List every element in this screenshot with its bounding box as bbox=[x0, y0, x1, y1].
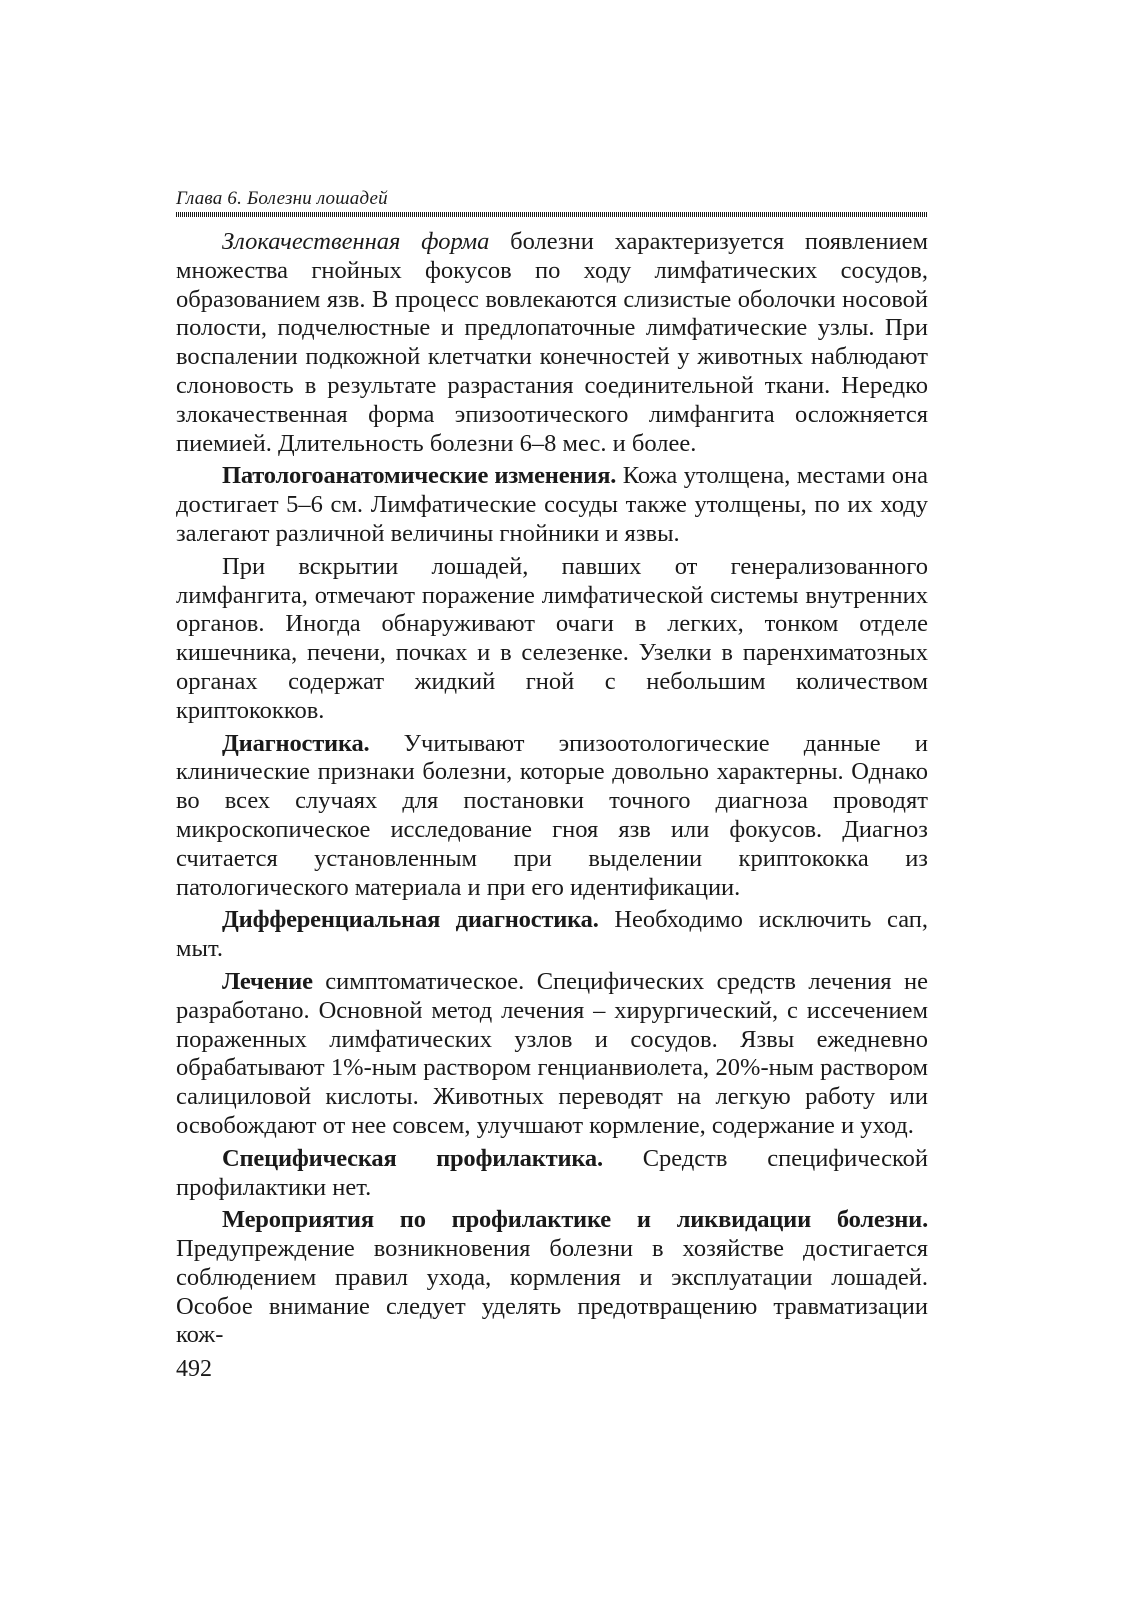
paragraph-lead: Дифференциальная диагностика. bbox=[222, 906, 599, 934]
paragraph-specific-prophylaxis bbox=[176, 1145, 928, 1203]
paragraph-lead: Злокачественная форма bbox=[222, 228, 490, 255]
header-rule bbox=[176, 212, 928, 217]
paragraph-pathology bbox=[176, 462, 928, 548]
paragraph-measures bbox=[176, 1206, 928, 1350]
paragraph-differential bbox=[176, 906, 928, 964]
paragraph-text: симптоматическое. Специфических средств лечения не разработано. Основной метод лечения – хирургический, с иссечением пораженных лимфатических узлов и сосудов. Язвы ежедневно обрабатывают 1%-ным раствором генцианвиолета, 20%-ным раствором салициловой кислоты. Животных переводят на легкую работу или освобождают от нее совсем, улучшают кормление, содержание и уход. bbox=[176, 967, 928, 1139]
paragraph-text: Необходимо исключить сап, мыт. bbox=[176, 906, 928, 963]
paragraph-text: При вскрытии лошадей, павших от генерализованного лимфангита, отмечают поражение лимфатической системы внутренних органов. Иногда обнаруживают очаги в легких, тонком отделе кишечника, печени, почках и в селезенке. Узелки в паренхиматозных органах содержат жидкий гной с небольшим количеством криптококков. bbox=[176, 552, 928, 724]
paragraph-autopsy bbox=[176, 553, 928, 726]
body-text bbox=[176, 228, 928, 1350]
paragraph-text: Кожа утолщена, местами она достигает 5–6 см. Лимфатические сосуды также утолщены, по их ходу залегают различной величины гнойники и язвы. bbox=[176, 462, 928, 547]
paragraph-malignant-form bbox=[176, 228, 928, 458]
paragraph-text: Учитывают эпизоотологические данные и клинические признаки болезни, которые довольно характерны. Однако во всех случаях для постановки точного диагноза проводят микроскопическое исследование гноя язв или фокусов. Диагноз считается установленным при выделении криптококка из патологического материала и при его идентификации. bbox=[176, 729, 928, 901]
paragraph-text: Средств специфической профилактики нет. bbox=[176, 1144, 928, 1201]
paragraph-lead: Лечение bbox=[222, 967, 313, 995]
paragraph-lead: Патологоанатомические изменения. bbox=[222, 462, 617, 490]
paragraph-treatment bbox=[176, 968, 928, 1141]
paragraph-lead: Специфическая профилактика. bbox=[222, 1144, 603, 1172]
paragraph-lead: Мероприятия по профилактике и ликвидации болезни. bbox=[222, 1206, 928, 1234]
paragraph-diagnostics bbox=[176, 730, 928, 903]
paragraph-lead: Диагностика. bbox=[222, 729, 370, 757]
paragraph-text: Предупреждение возникновения болезни в хозяйстве достигается соблюдением правил ухода, кормления и эксплуатации лошадей. Особое внимание следует уделять предотвращению травматизации кож- bbox=[176, 1235, 928, 1349]
page-number: 492 bbox=[176, 1356, 212, 1382]
paragraph-text: болезни характеризуется появлением множества гнойных фокусов по ходу лимфатических сосудов, образованием язв. В процесс вовлекаются слизистые оболочки носовой полости, подчелюстные и предлопаточные лимфатические узлы. При воспалении подкожной клетчатки конечностей у животных наблюдают слоновость в результате разрастания соединительной ткани. Нередко злокачественная форма эпизоотического лимфангита осложняется пиемией. Длительность болезни 6–8 мес. и более. bbox=[176, 228, 928, 457]
running-head: Глава 6. Болезни лошадей bbox=[176, 188, 388, 209]
